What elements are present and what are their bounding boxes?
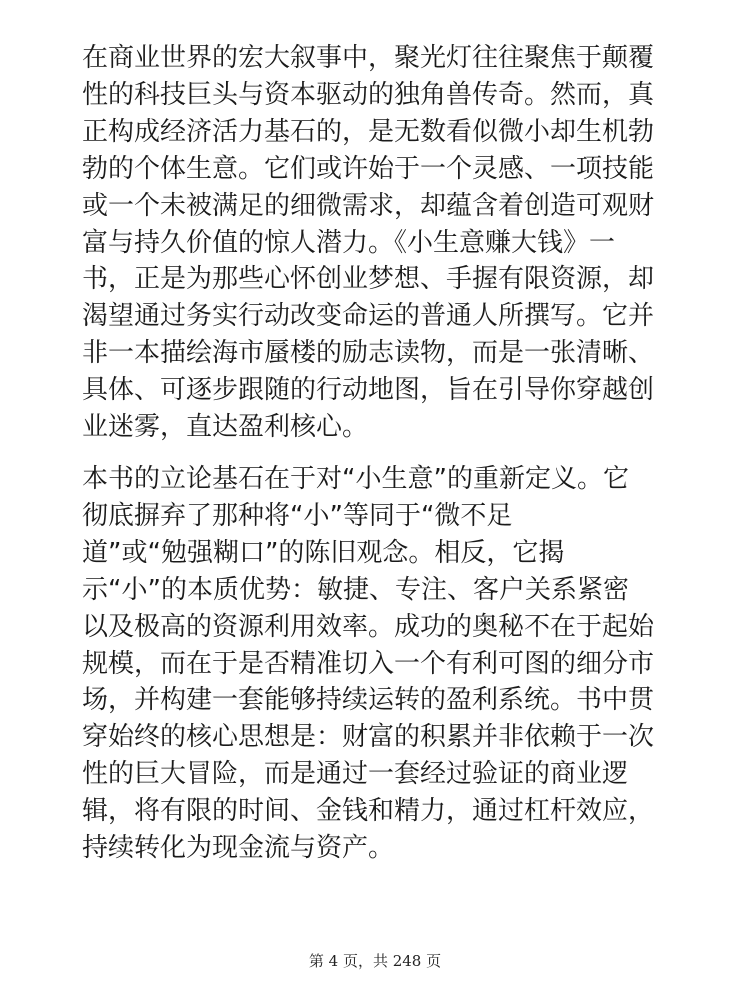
text-line: 本书的立论基石在于对“小生意”的重新定义。它 (82, 463, 629, 494)
text-line: 穿始终的核心思想是：财富的积累并非依赖于一次 (82, 722, 655, 753)
page-number-footer: 第 4 页，共 248 页 (308, 952, 442, 970)
text-line: 道”或“勉强糊口”的陈旧观念。相反，它揭 (82, 537, 565, 568)
text-line: 富与持久价值的惊人潜力。《小生意赚大钱》一 (82, 227, 616, 258)
text-line: 示“小”的本质优势：敏捷、专注、客户关系紧密 (82, 574, 629, 605)
paragraph-2 (82, 461, 682, 867)
text-line: 持续转化为现金流与资产。 (82, 833, 395, 864)
text-line: 非一本描绘海市蜃楼的励志读物，而是一张清晰、 (82, 338, 655, 369)
text-line: 性的科技巨头与资本驱动的独角兽传奇。然而，真 (82, 79, 655, 110)
text-line: 正构成经济活力基石的，是无数看似微小却生机勃 (82, 116, 655, 147)
text-line: 以及极高的资源利用效率。成功的奥秘不在于起始 (82, 611, 655, 642)
text-line: 性的巨大冒险，而是通过一套经过验证的商业逻 (82, 759, 629, 790)
paragraph-1 (82, 40, 682, 446)
text-line: 勃的个体生意。它们或许始于一个灵感、一项技能 (82, 153, 655, 184)
text-line: 渴望通过务实行动改变命运的普通人所撰写。它并 (82, 301, 655, 332)
text-line: 具体、可逐步跟随的行动地图，旨在引导你穿越创 (82, 375, 655, 406)
text-line: 彻底摒弃了那种将“小”等同于“微不足 (82, 500, 513, 531)
text-line: 在商业世界的宏大叙事中，聚光灯往往聚焦于颠覆 (82, 43, 655, 73)
text-line: 辑，将有限的时间、金钱和精力，通过杠杆效应， (82, 796, 655, 827)
paragraph-spacer (82, 446, 682, 461)
text-line: 规模，而在于是否精准切入一个有利可图的细分市 (82, 648, 655, 679)
text-line: 场，并构建一套能够持续运转的盈利系统。书中贯 (82, 685, 655, 716)
body-text (82, 40, 682, 867)
text-line: 书，正是为那些心怀创业梦想、手握有限资源，却 (82, 264, 655, 295)
text-line: 业迷雾，直达盈利核心。 (82, 412, 369, 443)
text-line: 或一个未被满足的细微需求，却蕴含着创造可观财 (82, 190, 655, 221)
